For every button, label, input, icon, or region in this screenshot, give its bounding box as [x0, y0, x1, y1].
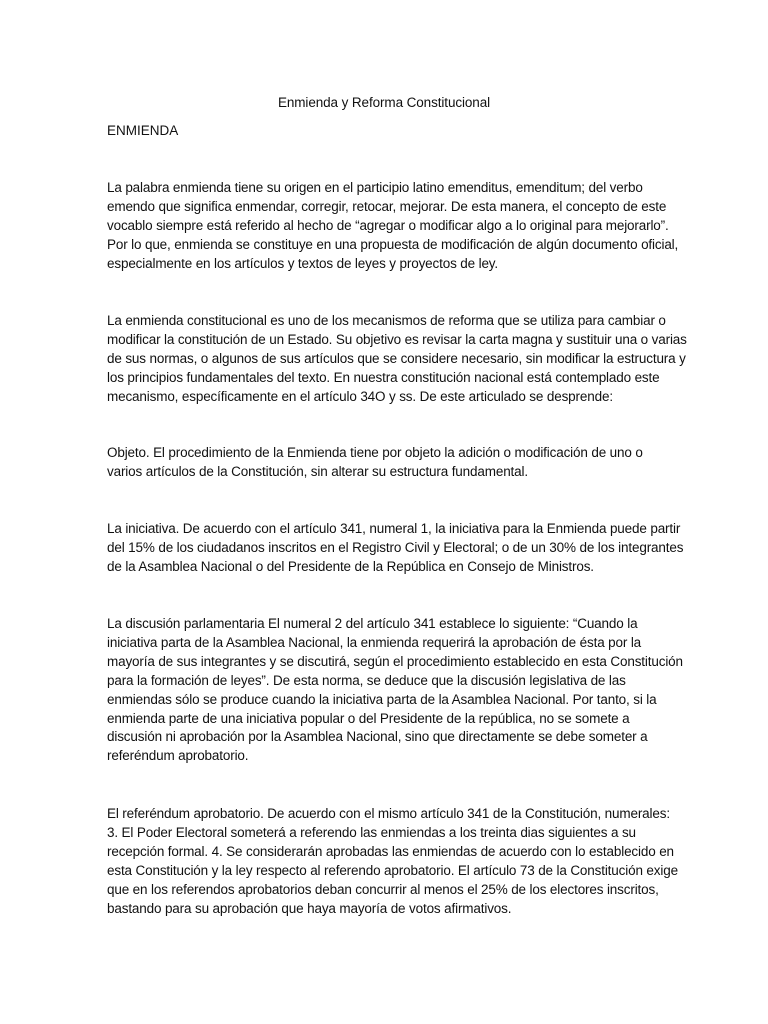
paragraph-line: mecanismo, específicamente en el artículo 34O y ss. De este articulado se desprende: — [107, 388, 613, 404]
paragraph-line: enmiendas sólo se produce cuando la iniciativa parta de la Asamblea Nacional. Por tanto, si la — [107, 691, 657, 707]
paragraph-line: La discusión parlamentaria El numeral 2 del artículo 341 establece lo siguiente: “Cuando la — [107, 616, 638, 631]
paragraph-line: que en los referendos aprobatorios deban concurrir al menos el 25% de los electores inscritos, — [107, 881, 659, 897]
paragraph-line: para la formación de leyes”. De esta norma, se deduce que la discusión legislativa de las — [107, 672, 626, 688]
paragraph-line: Por lo que, enmienda se constituye en una propuesta de modificación de algún documento oficial, — [107, 236, 679, 252]
paragraph-line: especialmente en los artículos y textos de leyes y proyectos de ley. — [107, 255, 499, 271]
paragraph-line: del 15% de los ciudadanos inscritos en el Registro Civil y Electoral; o de un 30% de los integrantes — [107, 539, 684, 555]
paragraph-iniciativa — [107, 520, 684, 577]
paragraph-line: bastando para su aprobación que haya mayoría de votos afirmativos. — [107, 900, 512, 916]
paragraph-line: Objeto. El procedimiento de la Enmienda tiene por objeto la adición o modificación de uno o — [107, 445, 643, 460]
paragraph-discusion-parlamentaria — [107, 615, 683, 766]
paragraph-line: esta Constitución y la ley respecto al referendo aprobatorio. El artículo 73 de la Constitución exige — [107, 862, 678, 878]
paragraph-line: La iniciativa. De acuerdo con el artículo 341, numeral 1, la iniciativa para la Enmienda puede partir — [107, 521, 681, 536]
paragraph-line: discusión ni aprobación por la Asamblea Nacional, sino que directamente se debe someter a — [107, 729, 648, 745]
paragraph-line: vocablo siempre está referido al hecho de “agregar o modificar algo a lo original para mejorarlo”. — [107, 217, 669, 233]
paragraph-line: La enmienda constitucional es uno de los mecanismos de reforma que se utiliza para cambiar o — [107, 313, 666, 328]
paragraph-line: recepción formal. 4. Se considerarán aprobadas las enmiendas de acuerdo con lo establecido en — [107, 843, 674, 859]
paragraph-line: enmienda parte de una iniciativa popular o del Presidente de la república, no se somete a — [107, 710, 630, 726]
paragraph-etymology — [107, 179, 679, 274]
paragraph-constitutional-amendment — [107, 312, 687, 407]
document-title: Enmienda y Reforma Constitucional — [277, 95, 491, 110]
section-heading: ENMIENDA — [107, 123, 179, 138]
paragraph-line: referéndum aprobatorio. — [107, 748, 249, 764]
paragraph-line: El referéndum aprobatorio. De acuerdo con el mismo artículo 341 de la Constitución, numerales: — [107, 806, 670, 821]
paragraph-line: 3. El Poder Electoral someterá a referendo las enmiendas a los treinta dias siguientes a su — [107, 824, 636, 840]
paragraph-line: La palabra enmienda tiene su origen en el participio latino emenditus, emenditum; del verbo — [107, 180, 643, 195]
paragraph-objeto — [107, 444, 667, 482]
paragraph-line: mayoría de sus integrantes y se discutirá, según el procedimiento establecido en esta Constitución — [107, 653, 683, 669]
paragraph-line: de la Asamblea Nacional o del Presidente de la República en Consejo de Ministros. — [107, 558, 594, 574]
paragraph-line: varios artículos de la Constitución, sin alterar su estructura fundamental. — [107, 463, 528, 479]
paragraph-line: los principios fundamentales del texto. En nuestra constitución nacional está contemplado este — [107, 369, 660, 385]
paragraph-line: de sus normas, o algunos de sus artículos que se considere necesario, sin modificar la estructura y — [107, 350, 686, 366]
paragraph-line: modificar la constitución de un Estado. Su objetivo es revisar la carta magna y sustituir una o varias — [107, 331, 687, 347]
paragraph-referendum — [107, 805, 678, 918]
paragraph-line: emendo que significa enmendar, corregir, retocar, mejorar. De esta manera, el concepto de este — [107, 198, 667, 214]
paragraph-line: iniciativa parta de la Asamblea Nacional, la enmienda requerirá la aprobación de ésta por la — [107, 634, 642, 650]
